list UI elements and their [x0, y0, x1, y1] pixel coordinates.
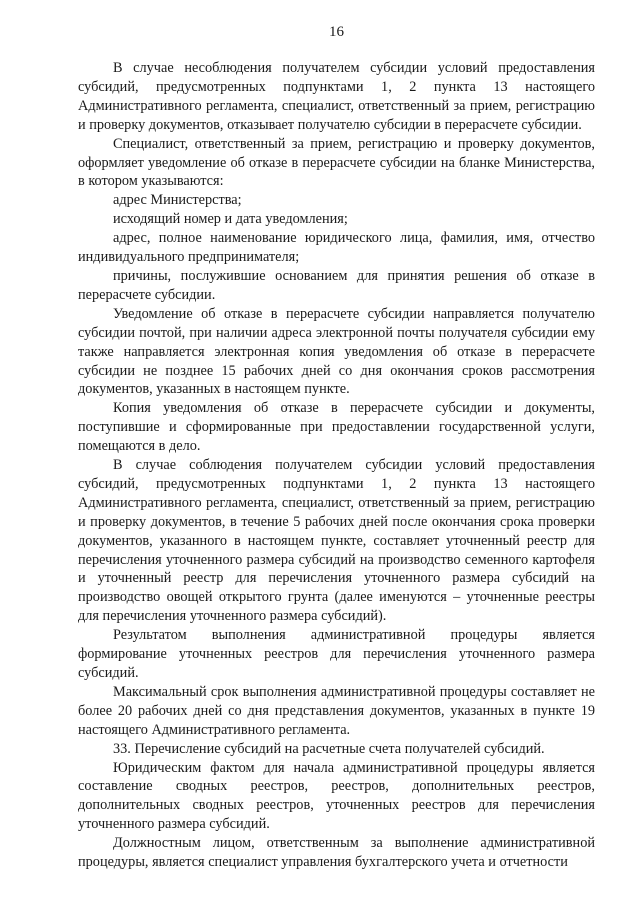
- document-body: [78, 59, 595, 872]
- paragraph-max-term: Максимальный срок выполнения административной процедуры составляет не более 20 рабочих дней со дня представления документов, указанных в пункте 19 настоящего Административного регламента.: [78, 683, 595, 738]
- page-number: 16: [329, 24, 344, 40]
- list-item-recipient-address: адрес, полное наименование юридического лица, фамилия, имя, отчество индивидуального предпринимателя;: [78, 230, 595, 266]
- list-item-refusal-reasons: причины, послужившие основанием для принятия решения об отказе в перерасчете субсидии.: [78, 267, 595, 303]
- paragraph-non-compliance-refusal: В случае несоблюдения получателем субсидии условий предоставления субсидий, предусмотренных подпунктами 1, 2 пункта 13 настоящего Административного регламента, специалист, ответственный за прием, регистрацию и проверку документов, отказывает получателю субсидии в перерасчете субсидии.: [78, 60, 595, 133]
- paragraph-notice-copy: Копия уведомления об отказе в перерасчете субсидии и документы, поступившие и сформированные при предоставлении государственной услуги, помещаются в дело.: [78, 400, 595, 455]
- paragraph-refusal-notice: Специалист, ответственный за прием, регистрацию и проверку документов, оформляет уведомление об отказе в перерасчете субсидии на бланке Министерства, в котором указываются:: [78, 135, 595, 190]
- paragraph-legal-fact: Юридическим фактом для начала административной процедуры является составление сводных реестров, реестров, дополнительных реестров, дополнительных сводных реестров, уточненных реестров для перечисления уточненного размера субсидий.: [78, 759, 595, 833]
- paragraph-procedure-result: Результатом выполнения административной процедуры является формирование уточненных реестров для перечисления уточненного размера субсидий.: [78, 627, 595, 681]
- paragraph-notice-delivery: Уведомление об отказе в перерасчете субсидии направляется получателю субсидии почтой, при наличии адреса электронной почты получателя субсидии ему также направляется электронная копия уведомления об отказе в перерасчете субсидии не позднее 15 рабочих дней со дня окончания сроков рассмотрения документов, указанных в настоящем пункте.: [78, 305, 595, 398]
- paragraph-section-33: 33. Перечисление субсидий на расчетные счета получателей субсидий.: [113, 740, 545, 757]
- paragraph-compliance-registry: В случае соблюдения получателем субсидии условий предоставления субсидий, предусмотренных подпунктами 1, 2 пункта 13 настоящего Административного регламента, специалист, ответственный за прием, регистрацию и проверку документов, в течение 5 рабочих дней после окончания срока проверки документов, указанного в настоящем пункте, составляет уточненный реестр для перечисления уточненного размера субсидий на производство семенного картофеля и уточненный реестр для перечисления уточненного размера субсидий на производство овощей открытого грунта (далее именуются – уточненные реестры для перечисления уточненного размера субсидий).: [78, 457, 595, 625]
- list-item-outgoing-number: исходящий номер и дата уведомления;: [113, 211, 348, 228]
- paragraph-responsible-official: Должностным лицом, ответственным за выполнение административной процедуры, является специалист управления бухгалтерского учета и отчетности: [78, 835, 595, 871]
- list-item-ministry-address: адрес Министерства;: [113, 192, 242, 209]
